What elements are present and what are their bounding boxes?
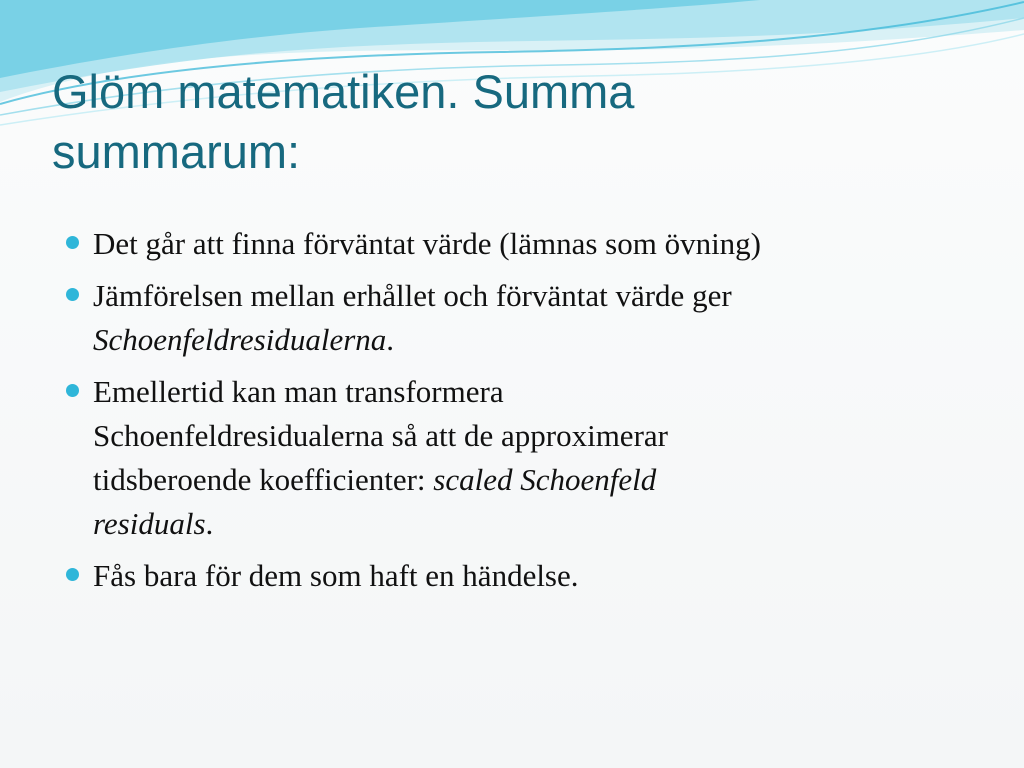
bullet-item-4 <box>66 554 966 598</box>
title-line-1: Glöm matematiken. Summa <box>52 65 635 118</box>
bullet-2-text <box>93 274 966 362</box>
circle-bullet-icon <box>66 236 79 249</box>
bullet-item-1 <box>66 222 966 266</box>
circle-bullet-icon <box>66 288 79 301</box>
bullet-1-part-1: Det går att finna förväntat värde (lämnas som övning) <box>93 226 761 261</box>
circle-bullet-icon <box>66 568 79 581</box>
bullet-4-text <box>93 554 966 598</box>
bullet-item-2 <box>66 274 966 362</box>
bullet-4-part-1: Fås bara för dem som haft en händelse. <box>93 558 579 593</box>
bullet-2-part-1: Jämförelsen mellan erhållet och förväntat värde ger <box>93 278 732 313</box>
bullet-3-line-1: Emellertid kan man transformera <box>93 374 504 409</box>
bullet-3-line-3: tidsberoende koefficienter: <box>93 462 434 497</box>
bullet-3-period: . <box>205 506 214 541</box>
bullet-3-text <box>93 370 966 546</box>
bullet-2-emphasis: Schoenfeldresidualerna <box>93 322 387 357</box>
bullet-3-emphasis-1: scaled Schoenfeld <box>433 462 657 497</box>
bullet-item-3 <box>66 370 966 546</box>
bullet-2-period: . <box>386 322 395 357</box>
circle-bullet-icon <box>66 384 79 397</box>
page-title <box>52 62 992 182</box>
bullet-3-line-2: Schoenfeldresidualerna så att de approximerar <box>93 418 668 453</box>
bullet-list <box>66 222 966 606</box>
bullet-3-emphasis-2: residuals <box>93 506 206 541</box>
bullet-1-text <box>93 222 966 266</box>
title-line-2: summarum: <box>52 125 301 178</box>
